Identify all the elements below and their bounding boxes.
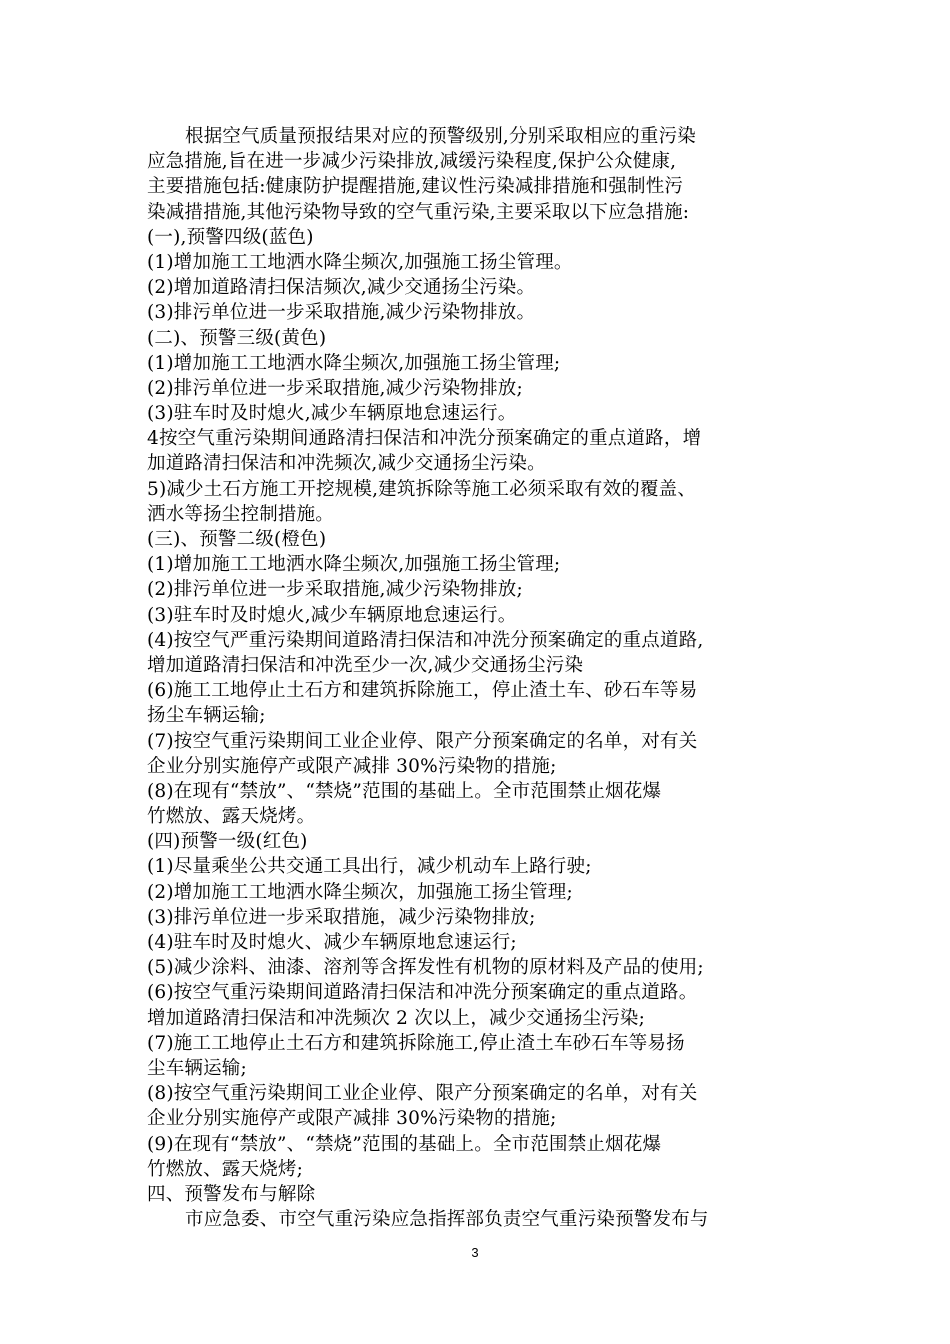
text-line: (4)按空气严重污染期间道路清扫保洁和冲洗分预案确定的重点道路, [147,629,704,651]
text-line: 企业分别实施停产或限产减排 30%污染物的措施; [147,755,557,777]
text-line: 增加道路清扫保洁和冲洗至少一次,减少交通扬尘污染 [147,654,584,676]
text-line: (6)按空气重污染期间道路清扫保洁和冲洗分预案确定的重点道路。 [147,982,698,1004]
text-line: (3)排污单位进一步采取措施,减少污染物排放。 [147,302,536,324]
text-line: 5)减少土石方施工开挖规模,建筑拆除等施工必须采取有效的覆盖、 [147,478,697,500]
text-line: (2)增加道路清扫保洁频次,减少交通扬尘污染。 [147,277,536,299]
text-line: 扬尘车辆运输; [147,705,266,727]
text-line: (四)预警一级(红色) [147,831,308,853]
text-line: (2)增加施工工地洒水降尘频次，加强施工扬尘管理; [147,881,573,903]
document-body [147,124,807,1232]
text-line: 主要措施包括:健康防护提醒措施,建议性污染减排措施和强制性污 [147,176,684,198]
text-line: (3)排污单位进一步采取措施，减少污染物排放; [147,906,536,928]
text-line: (9)在现有“禁放”、“禁烧”范围的基础上。全市范围禁止烟花爆 [147,1133,662,1155]
text-line: 4按空气重污染期间通路清扫保洁和冲洗分预案确定的重点道路，增 [147,428,702,450]
text-line: 加道路清扫保洁和冲洗频次,减少交通扬尘污染。 [147,453,546,475]
text-line: 染减措措施,其他污染物导致的空气重污染,主要采取以下应急措施: [147,201,690,223]
text-line: (2)排污单位进一步采取措施,减少污染物排放; [147,377,523,399]
text-line: 根据空气质量预报结果对应的预警级别,分别采取相应的重污染 [185,126,696,147]
text-line: 应急措施,旨在进一步减少污染排放,减缓污染程度,保护公众健康, [147,151,677,173]
text-line: 市应急委、市空气重污染应急指挥部负责空气重污染预警发布与 [185,1209,709,1231]
text-line: (7)按空气重污染期间工业企业停、限产分预案确定的名单，对有关 [147,730,698,752]
text-line: (4)驻车时及时熄火、减少车辆原地怠速运行; [147,932,517,953]
text-line: (2)排污单位进一步采取措施,减少污染物排放; [147,579,523,601]
text-line: 洒水等扬尘控制措施。 [147,503,335,525]
text-line: 竹燃放、露天烧烤; [147,1158,304,1180]
text-line: (8)在现有“禁放”、“禁烧”范围的基础上。全市范围禁止烟花爆 [147,780,662,802]
page-number: 3 [471,1245,479,1260]
text-line: 四、预警发布与解除 [147,1183,316,1205]
text-line: (7)施工工地停止土石方和建筑拆除施工,停止渣土车砂石车等易扬 [147,1032,685,1054]
text-line: (二)、预警三级(黄色) [147,327,327,349]
text-line: 竹燃放、露天烧烤。 [147,806,316,828]
text-line: (1)增加施工工地洒水降尘频次,加强施工扬尘管理。 [147,251,573,273]
text-line: 增加道路清扫保洁和冲洗频次 2 次以上，减少交通扬尘污染; [147,1007,646,1029]
text-line: (1)增加施工工地洒水降尘频次,加强施工扬尘管理; [147,554,561,576]
text-line: 企业分别实施停产或限产减排 30%污染物的措施; [147,1108,557,1130]
text-line: (3)驻车时及时熄火,减少车辆原地怠速运行。 [147,604,517,626]
text-line: (8)按空气重污染期间工业企业停、限产分预案确定的名单，对有关 [147,1083,698,1105]
text-line: (三)、预警二级(橙色) [147,529,327,550]
text-line: (6)施工工地停止土石方和建筑拆除施工，停止渣土车、砂石车等易 [147,680,698,702]
text-line: (一),预警四级(蓝色) [147,226,314,248]
text-line: 尘车辆运输; [147,1057,247,1079]
text-line: (1)增加施工工地洒水降尘频次,加强施工扬尘管理; [147,352,561,374]
text-line: (5)减少涂料、油漆、溶剂等含挥发性有机物的原材料及产品的使用; [147,957,704,979]
text-line: (1)尽量乘坐公共交通工具出行，减少机动车上路行驶; [147,856,592,878]
text-line: (3)驻车时及时熄火,减少车辆原地怠速运行。 [147,403,517,425]
